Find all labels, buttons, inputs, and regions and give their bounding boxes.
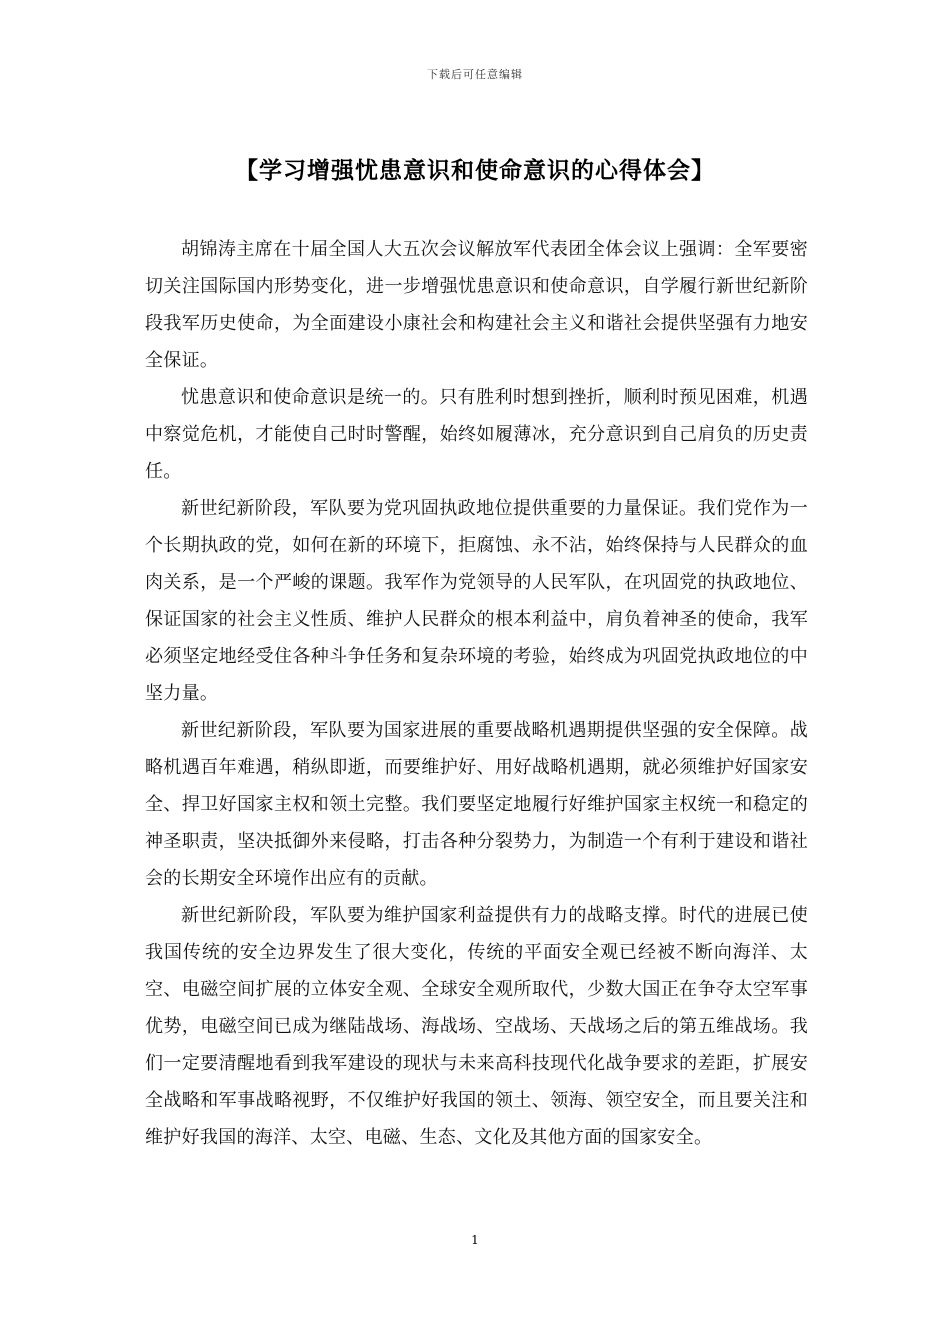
body-paragraph-4: 新世纪新阶段，军队要为国家进展的重要战略机遇期提供坚强的安全保障。战略机遇百年难遇，稍纵即逝，而要维护好、用好战略机遇期，就必须维护好国家安全、捍卫好国家主权和领土完整。我们要坚定地履行好维护国家主权统一和稳定的神圣职责，坚决抵御外来侵略，打击各种分裂势力，为制造一个有利于建设和谐社会的长期安全环境作出应有的贡献。	[145, 720, 808, 889]
body-paragraph-5: 新世纪新阶段，军队要为维护国家利益提供有力的战略支撑。时代的进展已使我国传统的安全边界发生了很大变化，传统的平面安全观已经被不断向海洋、太空、电磁空间扩展的立体安全观、全球安全观所取代，少数大国正在争夺太空军事优势，电磁空间已成为继陆战场、海战场、空战场、天战场之后的第五维战场。我们一定要清醒地看到我军建设的现状与未来高科技现代化战争要求的差距，扩展安全战略和军事战略视野，不仅维护好我国的领土、领海、领空安全，而且要关注和维护好我国的海洋、太空、电磁、生态、文化及其他方面的国家安全。	[145, 905, 808, 1148]
document-title: 【学习增强忧患意识和使命意识的心得体会】	[235, 157, 715, 184]
page-header-note: 下载后可任意编辑	[427, 68, 523, 81]
page-number: 1	[471, 1233, 479, 1247]
body-paragraph-1: 胡锦涛主席在十届全国人大五次会议解放军代表团全体会议上强调：全军要密切关注国际国内形势变化，进一步增强忧患意识和使命意识，自学履行新世纪新阶段我军历史使命，为全面建设小康社会和构建社会主义和谐社会提供坚强有力地安全保证。	[145, 239, 808, 371]
body-paragraph-3: 新世纪新阶段，军队要为党巩固执政地位提供重要的力量保证。我们党作为一个长期执政的党，如何在新的环境下，拒腐蚀、永不沾，始终保持与人民群众的血肉关系，是一个严峻的课题。我军作为党领导的人民军队，在巩固党的执政地位、保证国家的社会主义性质、维护人民群众的根本利益中，肩负着神圣的使命，我军必须坚定地经受住各种斗争任务和复杂环境的考验，始终成为巩固党执政地位的中坚力量。	[145, 498, 808, 704]
document-body	[145, 231, 808, 1156]
body-paragraph-2: 忧患意识和使命意识是统一的。只有胜利时想到挫折，顺利时预见困难，机遇中察觉危机，才能使自己时时警醒，始终如履薄冰，充分意识到自己肩负的历史责任。	[145, 387, 808, 482]
